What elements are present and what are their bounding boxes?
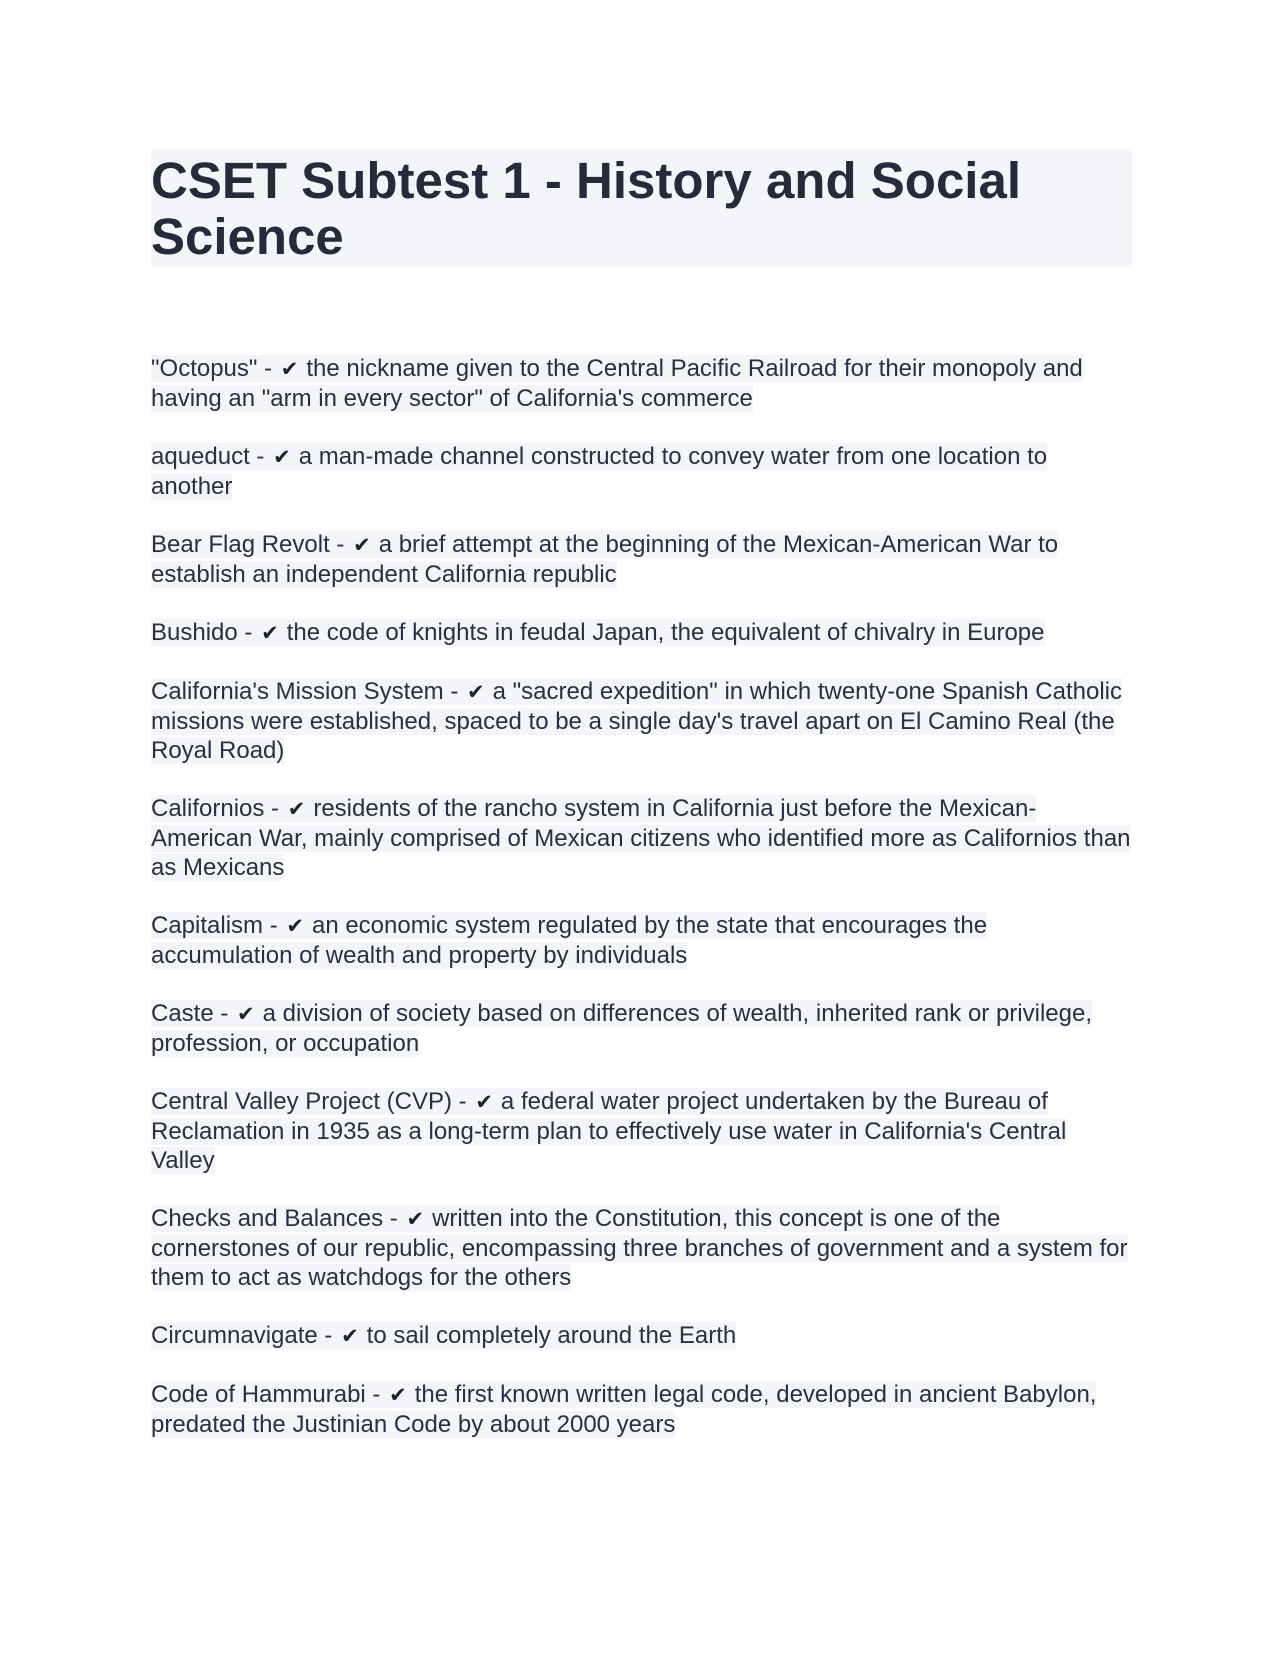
- checkmark-icon: ✔: [286, 914, 304, 938]
- list-item: [151, 677, 1131, 765]
- entry-definition: the code of knights in feudal Japan, the equivalent of chivalry in Europe: [286, 619, 1045, 646]
- entry-definition: a division of society based on differences of wealth, inherited rank or privilege, profession, or occupation: [151, 1000, 1092, 1057]
- entry-definition: a brief attempt at the beginning of the Mexican-American War to establish an independent California republic: [151, 531, 1059, 588]
- entry-separator: -: [443, 678, 465, 705]
- entry-definition: a federal water project undertaken by the Bureau of Reclamation in 1935 as a long-term plan to effectively use water in California's Central Valley: [151, 1088, 1067, 1174]
- entry-definition: an economic system regulated by the state that encourages the accumulation of wealth and property by individuals: [151, 912, 988, 969]
- entry-term: California's Mission System: [151, 678, 444, 705]
- entry-highlight: [151, 355, 1083, 412]
- entry-separator: -: [249, 443, 272, 470]
- list-item: [151, 1380, 1131, 1439]
- list-item: [151, 1204, 1131, 1292]
- list-item: [151, 354, 1131, 413]
- document-page: [151, 149, 1131, 1468]
- entry-term: Bushido: [151, 619, 238, 646]
- checkmark-icon: ✔: [389, 1383, 407, 1407]
- entry-definition: a "sacred expedition" in which twenty-one Spanish Catholic missions were established, spaced to be a single day's travel apart on El Camino Real (the Royal Road): [151, 678, 1122, 764]
- checkmark-icon: ✔: [261, 621, 279, 645]
- entry-term: Caste: [151, 1000, 214, 1027]
- entry-term: Central Valley Project (CVP): [151, 1088, 452, 1115]
- list-item: [151, 442, 1131, 501]
- entry-highlight: [151, 1381, 1096, 1438]
- list-item: [151, 999, 1131, 1058]
- entry-separator: -: [451, 1088, 474, 1115]
- list-item: [151, 618, 1131, 648]
- entry-term: Californios: [151, 795, 265, 822]
- entry-separator: -: [317, 1322, 340, 1349]
- entry-term: Checks and Balances: [151, 1205, 384, 1232]
- entry-separator: -: [264, 795, 286, 822]
- entry-term: Bear Flag Revolt: [151, 531, 330, 558]
- entry-definition: the first known written legal code, developed in ancient Babylon, predated the Justinian Code by about 2000 years: [151, 1381, 1097, 1438]
- checkmark-icon: ✔: [341, 1324, 359, 1348]
- entry-highlight: [151, 1088, 1066, 1174]
- entry-term: aqueduct: [151, 443, 250, 470]
- checkmark-icon: ✔: [287, 797, 306, 821]
- page-title: CSET Subtest 1 - History and Social Science: [151, 152, 1022, 265]
- entry-highlight: [151, 678, 1122, 764]
- checkmark-icon: ✔: [273, 445, 291, 469]
- list-item: [151, 530, 1131, 589]
- entry-separator: -: [365, 1381, 388, 1408]
- checkmark-icon: ✔: [237, 1002, 255, 1026]
- entry-highlight: [151, 1000, 1092, 1057]
- list-item: [151, 794, 1131, 882]
- entry-highlight: [151, 795, 1131, 881]
- entry-definition: to sail completely around the Earth: [366, 1322, 737, 1349]
- entry-definition: residents of the rancho system in California just before the Mexican-American War, mainly comprised of Mexican citizens who identified more as Californios than as Mexicans: [151, 795, 1131, 881]
- entry-separator: -: [237, 619, 260, 646]
- entry-highlight: [151, 531, 1058, 588]
- entry-separator: -: [213, 1000, 236, 1027]
- entry-highlight: [151, 1322, 736, 1349]
- entry-definition: a man-made channel constructed to convey water from one location to another: [151, 443, 1048, 500]
- entry-term: Capitalism: [151, 912, 264, 939]
- entry-definition: written into the Constitution, this concept is one of the cornerstones of our republic, encompassing three branches of government and a system for them to act as watchdogs for the others: [151, 1205, 1128, 1291]
- entry-separator: -: [263, 912, 285, 939]
- list-item: [151, 1321, 1131, 1351]
- entry-highlight: [151, 619, 1045, 646]
- entry-term: "Octopus": [151, 355, 258, 382]
- checkmark-icon: ✔: [406, 1207, 425, 1231]
- list-item: [151, 911, 1131, 970]
- checkmark-icon: ✔: [475, 1090, 493, 1114]
- entry-highlight: [151, 443, 1047, 500]
- entry-term: Circumnavigate: [151, 1322, 318, 1349]
- entry-separator: -: [329, 531, 352, 558]
- checkmark-icon: ✔: [467, 680, 485, 704]
- entry-separator: -: [257, 355, 279, 382]
- entry-highlight: [151, 1205, 1128, 1291]
- entry-highlight: [151, 912, 987, 969]
- title-block: [151, 149, 1132, 267]
- checkmark-icon: ✔: [280, 357, 299, 381]
- entry-term: Code of Hammurabi: [151, 1381, 366, 1408]
- entry-separator: -: [383, 1205, 405, 1232]
- list-item: [151, 1087, 1131, 1175]
- entry-definition: the nickname given to the Central Pacific Railroad for their monopoly and having an "arm in every sector" of California's commerce: [151, 355, 1083, 412]
- entry-list: [151, 354, 1131, 1439]
- checkmark-icon: ✔: [353, 533, 371, 557]
